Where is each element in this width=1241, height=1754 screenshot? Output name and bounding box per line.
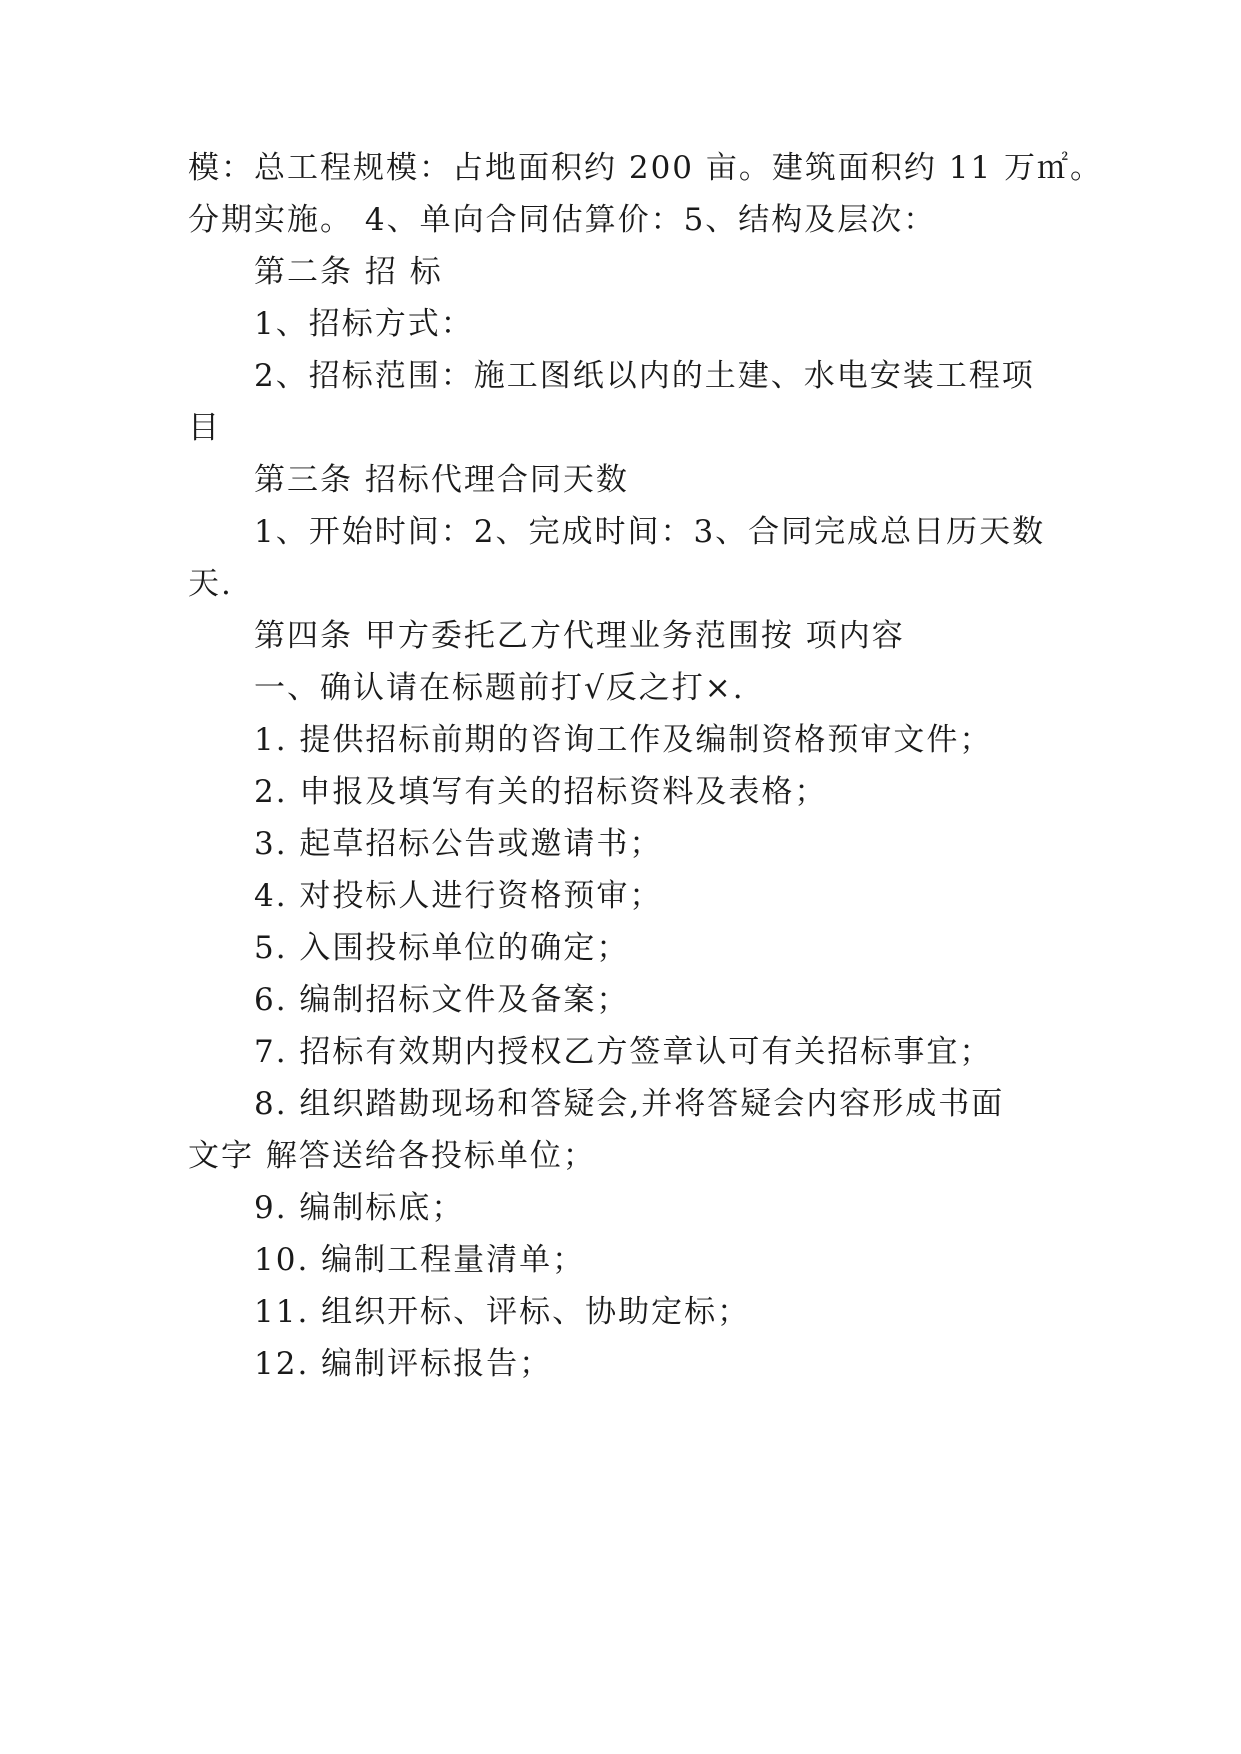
list-item: 3. 起草招标公告或邀请书； bbox=[254, 826, 663, 862]
text-line: 目 bbox=[188, 410, 221, 446]
list-item: 7. 招标有效期内授权乙方签章认可有关招标事宜； bbox=[254, 1034, 993, 1070]
section-heading: 第三条 招标代理合同天数 bbox=[254, 462, 629, 498]
text-line: 一、确认请在标题前打√反之打×. bbox=[254, 670, 745, 706]
list-item: 9. 编制标底； bbox=[254, 1190, 465, 1226]
section-heading: 第四条 甲方委托乙方代理业务范围按 项内容 bbox=[254, 618, 905, 654]
list-item: 11. 组织开标、评标、协助定标； bbox=[254, 1294, 751, 1330]
text-line: 分期实施。 4、单向合同估算价：5、结构及层次： bbox=[188, 202, 937, 238]
list-item: 2. 申报及填写有关的招标资料及表格； bbox=[254, 774, 828, 810]
list-item: 6. 编制招标文件及备案； bbox=[254, 982, 630, 1018]
text-line: 天. bbox=[188, 566, 233, 602]
text-line: 1、招标方式： bbox=[254, 306, 474, 342]
section-heading: 第二条 招 标 bbox=[254, 254, 443, 290]
list-item: 5. 入围投标单位的确定； bbox=[254, 930, 630, 966]
text-line: 模：总工程规模：占地面积约 200 亩。建筑面积约 11 万㎡。 bbox=[188, 150, 1104, 186]
text-line: 2、招标范围：施工图纸以内的土建、水电安装工程项 bbox=[254, 358, 1035, 394]
list-item: 12. 编制评标报告； bbox=[254, 1346, 553, 1382]
text-line: 1、开始时间：2、完成时间：3、合同完成总日历天数 bbox=[254, 514, 1046, 550]
list-item: 10. 编制工程量清单； bbox=[254, 1242, 586, 1278]
list-item: 8. 组织踏勘现场和答疑会,并将答疑会内容形成书面 bbox=[254, 1086, 1005, 1122]
list-item: 4. 对投标人进行资格预审； bbox=[254, 878, 663, 914]
text-line: 文字 解答送给各投标单位； bbox=[188, 1138, 596, 1174]
list-item: 1. 提供招标前期的咨询工作及编制资格预审文件； bbox=[254, 722, 993, 758]
